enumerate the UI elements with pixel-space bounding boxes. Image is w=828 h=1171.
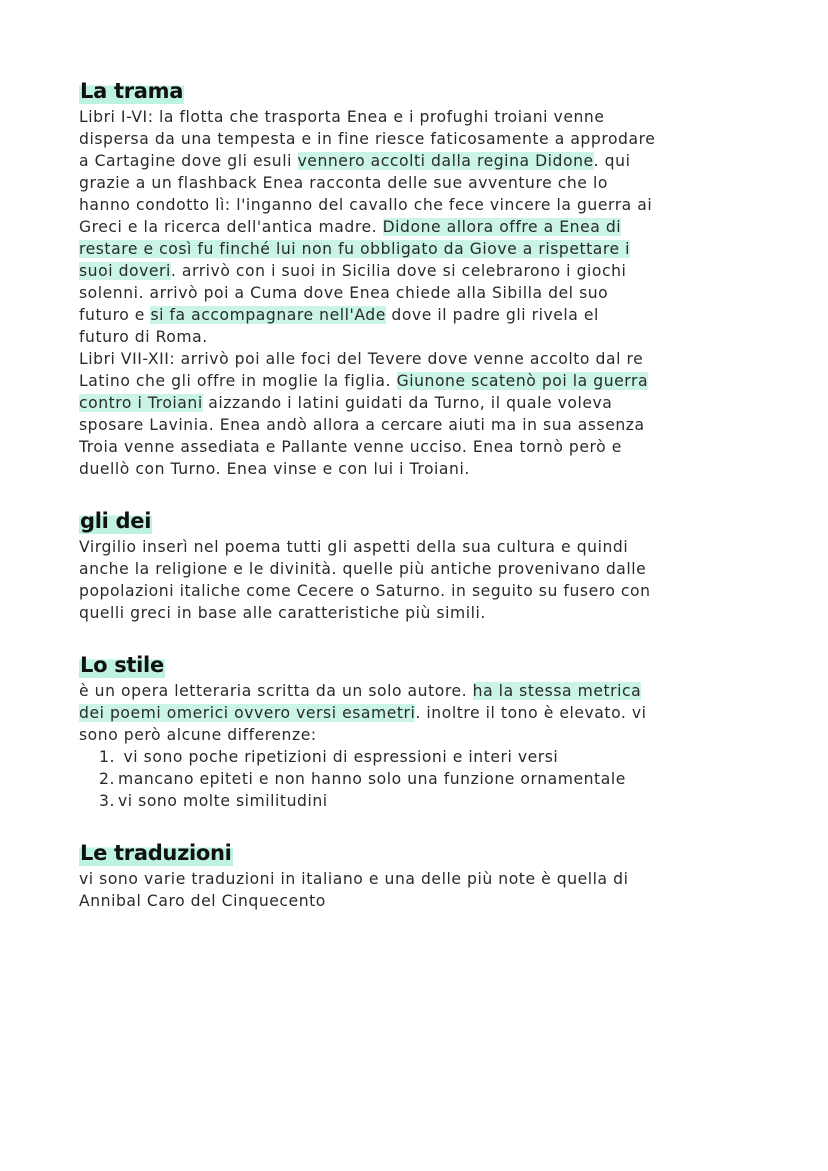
text-segment: Troia venne assediata e Pallante venne ucciso. Enea tornò però e (79, 438, 622, 456)
highlighted-text: Giunone scatenò poi la guerra (396, 372, 649, 390)
text-line (79, 348, 768, 370)
text-segment: Latino che gli offre in moglie la figlia. (79, 372, 397, 390)
text-line (79, 216, 768, 238)
highlighted-text: si fa accompagnare nell'Ade (150, 306, 386, 324)
highlighted-text: dei poemi omerici ovvero versi esametri (79, 704, 416, 722)
text-line (79, 238, 768, 260)
text-line (79, 282, 768, 304)
text-line (79, 194, 768, 216)
highlighted-text: Didone allora offre a Enea di (382, 218, 622, 236)
text-line (79, 536, 768, 558)
text-segment: popolazioni italiche come Cecere o Saturno. in seguito su fusero con (79, 582, 651, 600)
paragraph-dei (79, 536, 768, 624)
text-line (79, 414, 768, 436)
text-segment: solenni. arrivò poi a Cuma dove Enea chiede alla Sibilla del suo (79, 284, 609, 302)
text-line (79, 370, 768, 392)
highlighted-text: suoi doveri (79, 262, 171, 280)
text-segment: Libri I-VI: la flotta che trasporta Enea e i profughi troiani venne (79, 108, 605, 126)
text-line (79, 580, 768, 602)
text-line (79, 304, 768, 326)
highlighted-text: restare e così fu finché lui non fu obbligato da Giove a rispettare i (79, 240, 631, 258)
text-segment: quelli greci in base alle caratteristiche più simili. (79, 604, 486, 622)
text-line (79, 458, 768, 480)
paragraph-stile (79, 680, 768, 746)
text-line (79, 106, 768, 128)
text-line (79, 680, 768, 702)
text-line (79, 436, 768, 458)
text-segment: hanno condotto lì: l'inganno del cavallo che fece vincere la guerra ai (79, 196, 653, 214)
text-line (79, 128, 768, 150)
paragraph-traduzioni (79, 868, 768, 912)
text-line (79, 326, 768, 348)
section-dei (79, 508, 768, 624)
heading-gli-dei: gli dei (80, 509, 152, 533)
text-segment: anche la religione e le divinità. quelle più antiche provenivano dalle (79, 560, 647, 578)
highlighted-text: ha la stessa metrica (472, 682, 642, 700)
heading-la-trama: La trama (80, 79, 184, 103)
differences-list (79, 746, 768, 812)
text-segment: Greci e la ricerca dell'antica madre. (79, 218, 383, 236)
text-segment: . inoltre il tono è elevato. vi (415, 704, 647, 722)
highlighted-text: contro i Troiani (79, 394, 203, 412)
text-segment: aizzando i latini guidati da Turno, il quale voleva (202, 394, 613, 412)
text-line (79, 724, 768, 746)
text-segment: a Cartagine dove gli esuli (79, 152, 298, 170)
text-line (79, 602, 768, 624)
section-stile (79, 652, 768, 812)
text-segment: Virgilio inserì nel poema tutti gli aspetti della sua cultura e quindi (79, 538, 629, 556)
section-traduzioni (79, 840, 768, 912)
text-line (79, 172, 768, 194)
text-segment: . arrivò con i suoi in Sicilia dove si celebrarono i giochi (170, 262, 627, 280)
text-line (79, 558, 768, 580)
text-line (79, 702, 768, 724)
text-line (79, 260, 768, 282)
text-segment: futuro di Roma. (79, 328, 208, 346)
text-segment: . qui (593, 152, 631, 170)
heading-le-traduzioni: Le traduzioni (80, 841, 232, 865)
list-item: 3. vi sono molte similitudini (99, 792, 328, 810)
text-segment: Annibal Caro del Cinquecento (79, 892, 326, 910)
text-segment: dispersa da una tempesta e in fine riesce faticosamente a approdare (79, 130, 656, 148)
highlighted-text: vennero accolti dalla regina Didone (297, 152, 594, 170)
text-segment: Libri VII-XII: arrivò poi alle foci del Tevere dove venne accolto dal re (79, 350, 644, 368)
text-segment: futuro e (79, 306, 151, 324)
text-segment: sono però alcune differenze: (79, 726, 317, 744)
heading-lo-stile: Lo stile (80, 653, 164, 677)
paragraph-trama (79, 106, 768, 480)
text-segment: è un opera letteraria scritta da un solo autore. (79, 682, 473, 700)
text-segment: vi sono varie traduzioni in italiano e una delle più note è quella di (79, 870, 629, 888)
list-item: 2. mancano epiteti e non hanno solo una funzione ornamentale (99, 770, 626, 788)
text-line (79, 868, 768, 890)
text-segment: dove il padre gli rivela el (385, 306, 599, 324)
text-line (79, 392, 768, 414)
text-segment: sposare Lavinia. Enea andò allora a cercare aiuti ma in sua assenza (79, 416, 645, 434)
section-trama (79, 78, 768, 480)
text-line (79, 150, 768, 172)
text-segment: grazie a un flashback Enea racconta delle sue avventure che lo (79, 174, 608, 192)
text-segment: duellò con Turno. Enea vinse e con lui i Troiani. (79, 460, 470, 478)
text-line (79, 890, 768, 912)
list-item: 1. vi sono poche ripetizioni di espressioni e interi versi (99, 748, 559, 766)
